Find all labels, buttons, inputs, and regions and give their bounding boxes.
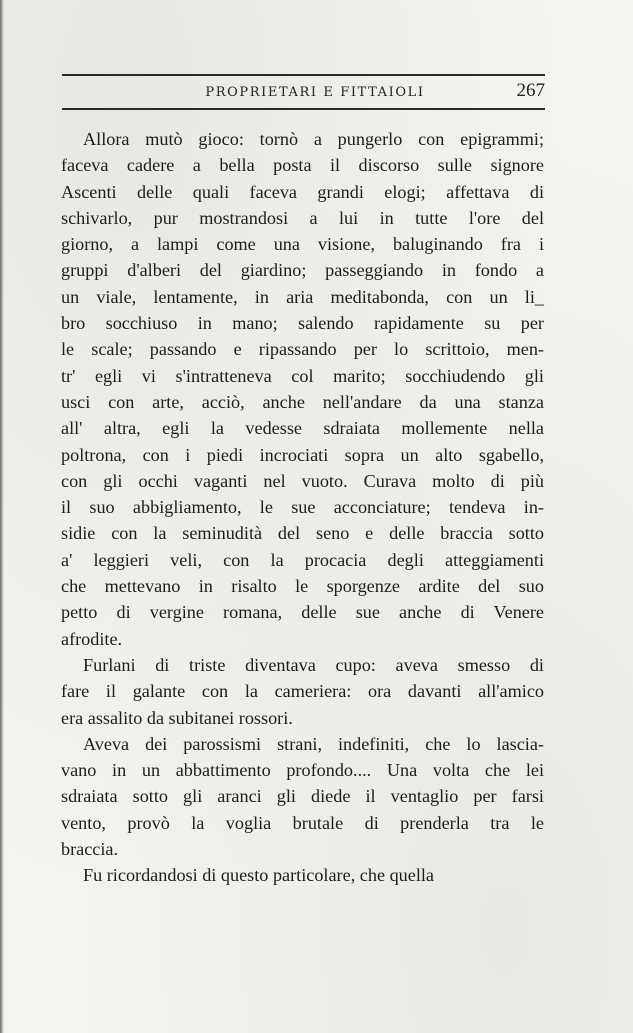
text-line: le scale; passando e ripassando per lo scrittoio, men- bbox=[61, 339, 544, 360]
text-line: vento, provò la voglia brutale di prenderla tra le bbox=[61, 812, 544, 833]
text-line: che mettevano in risalto le sporgenze ardite del suo bbox=[61, 576, 544, 597]
text-line: bro socchiuso in mano; salendo rapidamente su per bbox=[61, 313, 544, 334]
paragraph bbox=[61, 862, 544, 888]
body-text bbox=[61, 126, 544, 889]
page-binding-shadow bbox=[0, 0, 4, 1033]
text-line: Ascenti delle quali faceva grandi elogi; affettava di bbox=[61, 181, 544, 202]
page-number: 267 bbox=[516, 80, 545, 101]
paragraph bbox=[61, 126, 544, 652]
text-line: Furlani di triste diventava cupo: aveva smesso di bbox=[83, 654, 544, 675]
text-line: fare il galante con la cameriera: ora davanti all'amico bbox=[61, 681, 544, 702]
text-line: era assalito da subitanei rossori. bbox=[61, 707, 293, 728]
text-line: poltrona, con i piedi incrociati sopra un alto sgabello, bbox=[61, 444, 544, 465]
text-line: afrodite. bbox=[61, 628, 123, 649]
header-rule-top bbox=[62, 74, 545, 76]
text-line: sidie con la seminudità del seno e delle braccia sotto bbox=[61, 523, 544, 544]
text-line: vano in un abbattimento profondo.... Una volta che lei bbox=[61, 760, 544, 781]
text-line: schivarlo, pur mostrandosi a lui in tutte l'ore del bbox=[61, 207, 544, 228]
text-line: giorno, a lampi come una visione, baluginando fra i bbox=[61, 234, 544, 255]
running-title: PROPRIETARI E FITTAIOLI bbox=[205, 85, 425, 100]
text-line: Allora mutò gioco: tornò a pungerlo con epigrammi; bbox=[83, 129, 544, 149]
text-line: tr' egli vi s'intratteneva col marito; socchiudendo gli bbox=[61, 365, 544, 386]
text-line: un viale, lentamente, in aria meditabonda, con un li_ bbox=[61, 286, 544, 307]
text-line: gruppi d'alberi del giardino; passeggiando in fondo a bbox=[61, 260, 544, 281]
text-line: faceva cadere a bella posta il discorso sulle signore bbox=[61, 155, 544, 176]
text-line: il suo abbigliamento, le sue acconciature; tendeva in- bbox=[61, 497, 544, 518]
text-line: usci con arte, acciò, anche nell'andare da una stanza bbox=[61, 391, 544, 412]
text-line: a' leggieri veli, con la procacia degli atteggiamenti bbox=[61, 549, 544, 570]
text-line: sdraiata sotto gli aranci gli diede il ventaglio per farsi bbox=[61, 786, 544, 807]
text-line: Fu ricordandosi di questo particolare, che quella bbox=[83, 865, 435, 886]
paragraph bbox=[61, 731, 544, 862]
header-rule-bottom bbox=[62, 108, 545, 110]
text-line: petto di vergine romana, delle sue anche di Venere bbox=[61, 602, 544, 623]
text-line: Aveva dei parossismi strani, indefiniti, che lo lascia- bbox=[83, 733, 544, 754]
paragraph bbox=[61, 652, 544, 731]
text-line: con gli occhi vaganti nel vuoto. Curava molto di più bbox=[61, 470, 544, 491]
text-line: braccia. bbox=[61, 839, 119, 860]
text-line: all' altra, egli la vedesse sdraiata mollemente nella bbox=[61, 418, 544, 439]
